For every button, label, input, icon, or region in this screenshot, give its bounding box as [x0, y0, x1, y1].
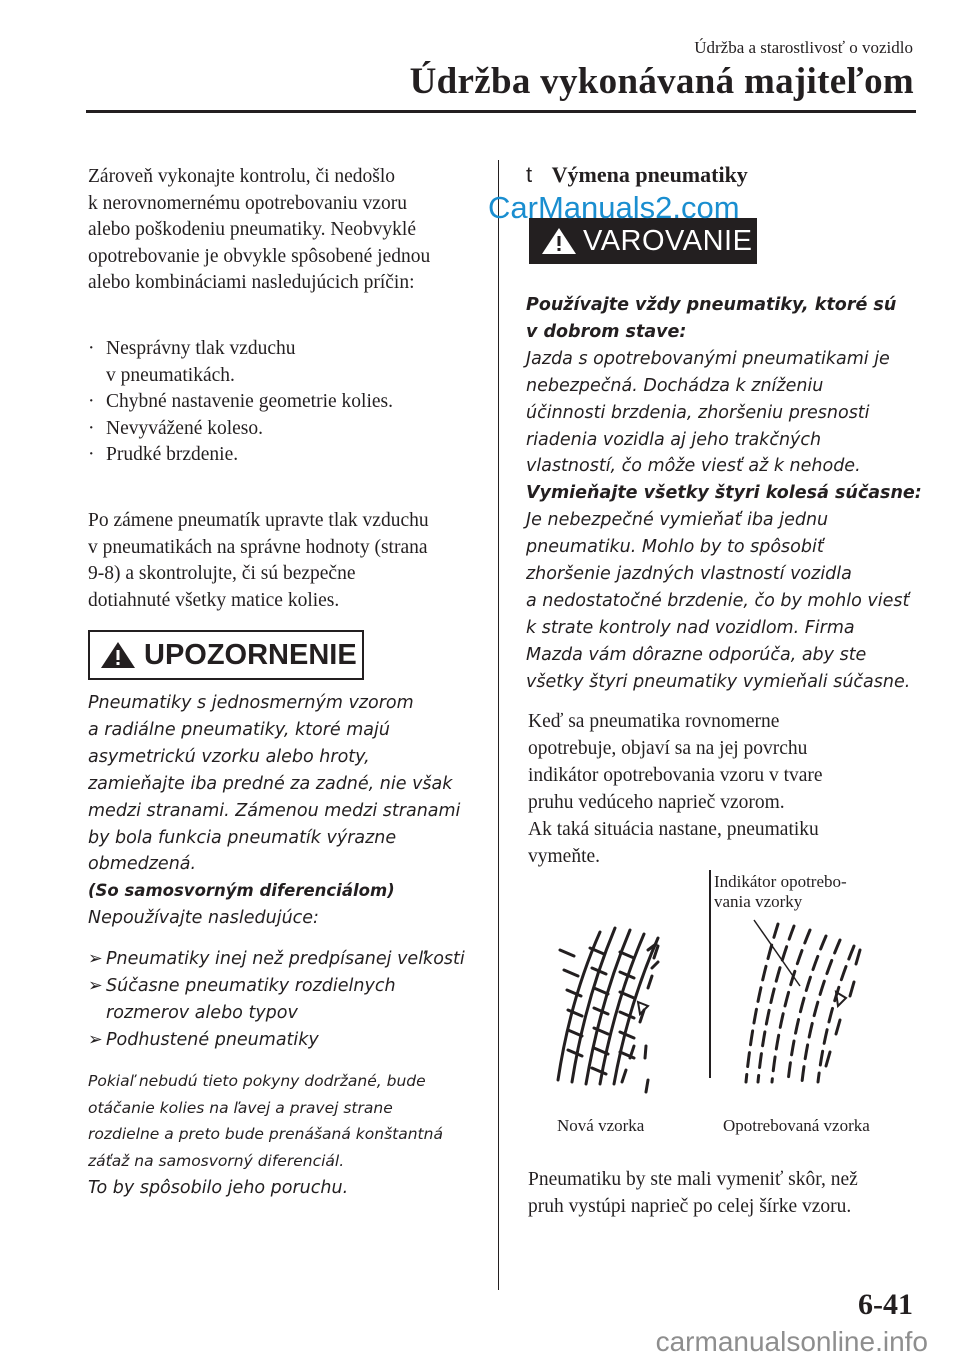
list-item: ➢ Súčasne pneumatiky rozdielnych rozmerov alebo typov — [88, 975, 396, 1023]
section-header: Údržba a starostlivosť o vozidlo — [694, 38, 913, 57]
diff-end: To by spôsobilo jeho poruchu. — [88, 1178, 349, 1198]
footer-watermark: carmanualsonline.info — [655, 1326, 928, 1357]
indicator-paragraph: Keď sa pneumatika rovnomerne opotrebuje, objaví sa na jej povrchu indikátor opotrebovania vzoru v tvare pruhu vedúceho naprieč vzorom. Ak taká situácia nastane, pneumatiku vymeňte. — [528, 711, 823, 867]
rotation-paragraph: Po zámene pneumatík upravte tlak vzduchu v pneumatikách na správne hodnoty (strana 9-8) a skontrolujte, či sú bezpečne dotiahnuté všetky matice kolies. — [88, 510, 429, 611]
section-marker: t — [526, 162, 533, 187]
diff-heading: (So samosvorným diferenciálom) — [88, 881, 395, 901]
list-item: · Nesprávny tlak vzduchu v pneumatikách. — [88, 338, 296, 386]
cause-list — [88, 336, 488, 469]
tread-illustration — [540, 870, 920, 1150]
list-item: · Prudké brzdenie. — [88, 444, 239, 465]
list-item: · Nevyvážené koleso. — [88, 417, 264, 439]
caution-text: Pneumatiky s jednosmerným vzorom a radiálne pneumatiky, ktoré majú asymetrickú vzorku alebo hroty, zamieňajte iba predné za zadné, nie však medzi stranami. Zámenou medzi stranami by bola funkcia pneumatík výrazne obmedzená. (So samosvorným diferenciálom) Nepoužívajte nasledujúce: — [88, 690, 488, 932]
header-rule — [86, 110, 916, 113]
warning-badge: VAROVANIE — [529, 218, 757, 264]
diff-note: Pokiaľ nebudú tieto pokyny dodržané, bude otáčanie kolies na ľavej a pravej strane rozdielne a preto bude prenášaná konštantná záťaž na samosvorný diferenciál. — [88, 1072, 443, 1170]
list-item: · Chybné nastavenie geometrie kolies. — [88, 391, 393, 412]
warning-text: Používajte vždy pneumatiky, ktoré sú v dobrom stave: Jazda s opotrebovanými pneumatikami je nebezpečná. Dochádza k zníženiu účinnosti brzdenia, zhoršeniu presnosti riadenia vozidla aj jeho trakčných vlastností, čo môže viesť až k nehode. Vymieňajte všetky štyri kolesá súčasne: Je nebezpečné vymieňať iba jednu pneumatiku. Mohlo by to spôsobiť zhoršenie jazdných vlastností vozidla a nedostatočné brzdenie, čo by mohlo viesť k strate kontroly nad vozidlom. Firma Mazda vám dôrazne odporúča, aby ste všetky štyri pneumatiky vymieňali súčasne. — [526, 295, 922, 692]
tread-wear-figure — [540, 870, 920, 1150]
list-item: ➢ Pneumatiky inej než predpísanej veľkosti — [88, 949, 465, 969]
indicator-callout: Indikátor opotrebo- vania vzorky — [714, 872, 847, 911]
diff-list — [88, 946, 488, 1054]
worn-tread-caption: Opotrebovaná vzorka — [723, 1116, 870, 1135]
caution-badge: UPOZORNENIE — [88, 630, 364, 680]
page-number: 6-41 — [858, 1288, 913, 1321]
section-heading: t Výmena pneumatiky — [526, 162, 748, 187]
list-item: ➢ Podhustené pneumatiky — [88, 1029, 319, 1050]
page-title: Údržba vykonávaná majiteľom — [409, 61, 914, 102]
column-divider — [498, 160, 499, 1290]
new-tread-caption: Nová vzorka — [557, 1116, 645, 1135]
warning-triangle-icon — [98, 640, 138, 670]
watermark: CarManuals2.com — [488, 190, 740, 225]
warning-triangle-icon — [539, 226, 579, 256]
new-tread-icon — [558, 928, 658, 1092]
worn-tread-icon — [746, 924, 860, 1082]
intro-paragraph: Zároveň vykonajte kontrolu, či nedošlo k nerovnomernému opotrebovaniu vzoru alebo poškodeniu pneumatiky. Neobvyklé opotrebovanie je obvykle spôsobené jednou alebo kombináciami nasledujúcich príčin: — [88, 166, 431, 293]
replace-paragraph: Pneumatiku by ste mali vymeniť skôr, než pruh vystúpi naprieč po celej šírke vzoru. — [528, 1169, 858, 1217]
